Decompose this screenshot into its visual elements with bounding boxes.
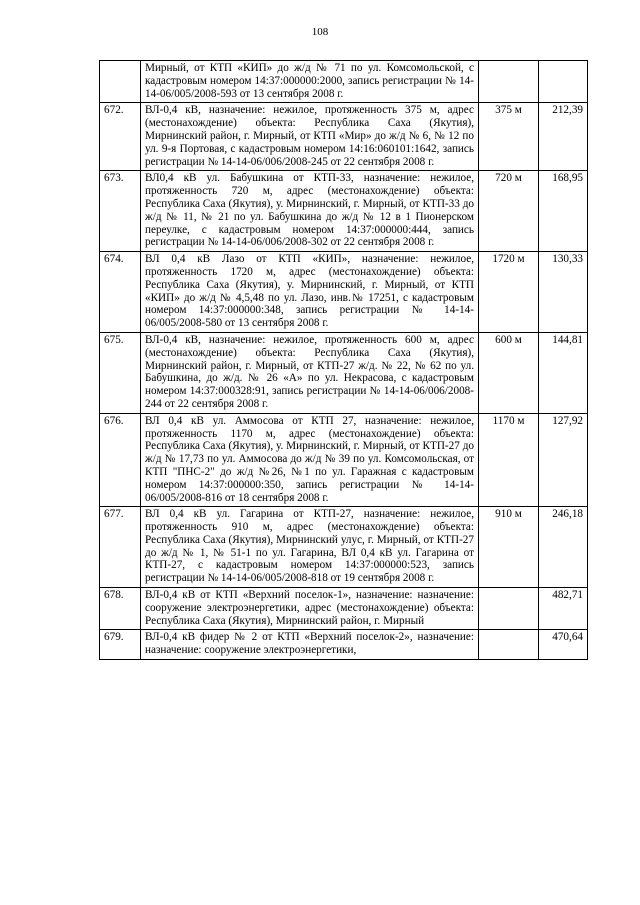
row-value: 130,33 — [539, 252, 588, 333]
row-description: ВЛ 0,4 кВ ул. Аммосова от КТП 27, назначение: нежилое, протяженность 1170 м, адрес (местонахождение) объекта: Республика Саха (Якутия), у. Мирнинский, г. Мирный, от КТП-27 до ж/д № 17,73 по ул. Аммосова до ж/д № 39 по ул. Комсомольская, от КТП "ПНС-2" до ж/д №26, №1 по ул. Гаражная с кадастровым номером 14:37:000000:350, запись регистрации № 14-14-06/005/2008-816 от 18 сентября 2008 г. — [141, 413, 479, 507]
table-row — [100, 588, 588, 630]
row-length: 1170 м — [479, 413, 539, 507]
row-value: 127,92 — [539, 413, 588, 507]
row-number: 674. — [100, 252, 141, 333]
table-row — [100, 61, 588, 103]
row-number: 672. — [100, 103, 141, 171]
row-description: ВЛ-0,4 кВ, назначение: нежилое, протяженность 375 м, адрес (местонахождение) объекта: Республика Саха (Якутия), Мирнинский район, г. Мирный, от КТП «Мир» до ж/д № 6, № 12 по ул. 9-я Портовая, с кадастровым номером 14:16:060101:1642, запись регистрации № 14-14-06/006/2008-245 от 22 сентября 2008 г. — [141, 103, 479, 171]
table-row — [100, 413, 588, 507]
table-row — [100, 507, 588, 588]
table-row — [100, 332, 588, 413]
row-value: 212,39 — [539, 103, 588, 171]
row-description: ВЛ 0,4 кВ ул. Гагарина от КТП-27, назначение: нежилое, протяженность 910 м, адрес (местонахождение) объекта: Республика Саха (Якутия), Мирнинский улус, г. Мирный, от КТП-27 до ж/д № 1, № 51-1 по ул. Гагарина, ВЛ 0,4 кВ ул. Гагарина от КТП-27, с кадастровым номером 14:37:000000:523, запись регистрации № 14-14-06/005/2008-818 от 19 сентября 2008 г. — [141, 507, 479, 588]
row-number: 677. — [100, 507, 141, 588]
page-number: 108 — [311, 26, 329, 38]
row-length: 600 м — [479, 332, 539, 413]
row-length: 1720 м — [479, 252, 539, 333]
row-value: 144,81 — [539, 332, 588, 413]
row-value: 168,95 — [539, 171, 588, 252]
row-value: 246,18 — [539, 507, 588, 588]
row-number: 678. — [100, 588, 141, 630]
table-row — [100, 252, 588, 333]
row-length — [479, 630, 539, 660]
row-description: Мирный, от КТП «КИП» до ж/д № 71 по ул. Комсомольской, с кадастровым номером 14:37:000000:2000, запись регистрации № 14-14-06/005/2008-593 от 13 сентября 2008 г. — [141, 61, 479, 103]
row-number: 676. — [100, 413, 141, 507]
table-row — [100, 171, 588, 252]
table-row — [100, 103, 588, 171]
row-number: 673. — [100, 171, 141, 252]
row-length: 375 м — [479, 103, 539, 171]
table-row — [100, 630, 588, 660]
property-registry-table — [99, 60, 588, 660]
row-length — [479, 61, 539, 103]
row-description: ВЛ0,4 кВ ул. Бабушкина от КТП-33, назначение: нежилое, протяженность 720 м, адрес (местонахождение) объекта: Республика Саха (Якутия), у. Мирнинский, г. Мирный, от КТП-33 до ж/д № 11, № 21 по ул. Бабушкина до ж/д № 12 в 1 Пионерском переулке, с кадастровым номером 14:37:000000:444, запись регистрации № 14-14-06/006/2008-302 от 22 сентября 2008 г. — [141, 171, 479, 252]
row-length: 720 м — [479, 171, 539, 252]
row-value: 470,64 — [539, 630, 588, 660]
row-length: 910 м — [479, 507, 539, 588]
row-number: 679. — [100, 630, 141, 660]
row-value — [539, 61, 588, 103]
row-length — [479, 588, 539, 630]
row-number: 675. — [100, 332, 141, 413]
row-description: ВЛ-0,4 кВ фидер № 2 от КТП «Верхний поселок-2», назначение: назначение: сооружение электроэнергетики, — [141, 630, 479, 660]
row-number — [100, 61, 141, 103]
row-description: ВЛ 0,4 кВ Лазо от КТП «КИП», назначение: нежилое, протяженность 1720 м, адрес (местонахождение) объекта: Республика Саха (Якутия), у. Мирнинский, г. Мирный, от КТП «КИП» до ж/д № 4,5,48 по ул. Лазо, инв.№ 17251, с кадастровым номером 14:37:000000:348, запись регистрации № 14-14-06/005/2008-580 от 13 сентября 2008 г. — [141, 252, 479, 333]
row-value: 482,71 — [539, 588, 588, 630]
row-description: ВЛ-0,4 кВ, назначение: нежилое, протяженность 600 м, адрес (местонахождение) объекта: Республика Саха (Якутия), Мирнинский район, г. Мирный, от КТП-27 ж/д. № 22, № 62 по ул. Бабушкина, до ж/д. № 26 «А» по ул. Некрасова, с кадастровым номером 14:37:000328:91, запись регистрации № 14-14-06/006/2008-244 от 22 сентября 2008 г. — [141, 332, 479, 413]
row-description: ВЛ-0,4 кВ от КТП «Верхний поселок-1», назначение: назначение: сооружение электроэнергетики, адрес (местонахождение) объекта: Республика Саха (Якутия), Мирнинский район, г. Мирный — [141, 588, 479, 630]
